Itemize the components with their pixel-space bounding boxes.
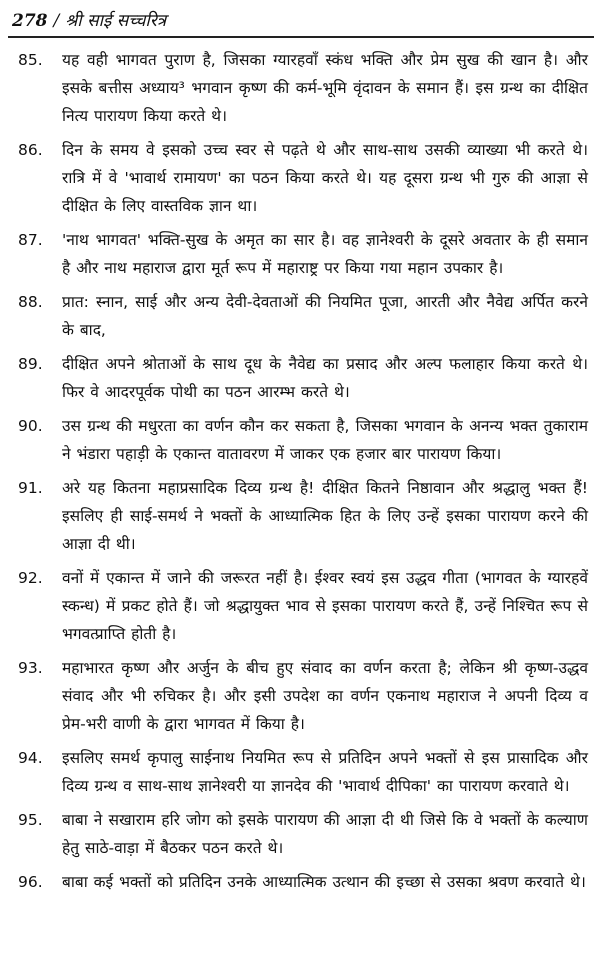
verse-number: 94. xyxy=(18,749,43,767)
verse-text: अरे यह कितना महाप्रसादिक दिव्य ग्रन्थ है! दीक्षित कितने निष्ठावान और श्रद्धालु भक्त हैं! इसलिए ही साई-समर्थ ने भक्तों के आध्यात्मिक हित के लिए उन्हें इसका पारायण करने की आज्ञा दी थी। xyxy=(62,479,588,553)
verse-number: 87. xyxy=(18,231,43,249)
header-separator: / xyxy=(53,11,60,31)
page-number: 278 xyxy=(12,11,48,31)
verse-92 xyxy=(0,564,600,648)
verse-text: महाभारत कृष्ण और अर्जुन के बीच हुए संवाद का वर्णन करता है; लेकिन श्री कृष्ण-उद्धव संवाद और भी रुचिकर है। और इसी उपदेश का वर्णन एकनाथ महाराज ने अपनी दिव्य व प्रेम-भरी वाणी के द्वारा भागवत में किया है। xyxy=(62,659,588,733)
verse-number: 88. xyxy=(18,293,43,311)
verse-number: 86. xyxy=(18,141,43,159)
verse-90 xyxy=(0,412,600,468)
verse-text: दिन के समय वे इसको उच्च स्वर से पढ़ते थे और साथ-साथ उसकी व्याख्या भी करते थे। रात्रि में वे 'भावार्थ रामायण' का पठन किया करते थे। यह दूसरा ग्रन्थ भी गुरु की आज्ञा से दीक्षित के लिए वास्तविक ज्ञान था। xyxy=(62,141,588,215)
verse-93 xyxy=(0,654,600,738)
verse-text: बाबा ने सखाराम हरि जोग को इसके पारायण की आज्ञा दी थी जिसे कि वे भक्तों के कल्याण हेतु साठे-वाड़ा में बैठकर पठन करते थे। xyxy=(62,811,588,857)
book-title: श्री साई सच्चरित्र xyxy=(65,11,167,31)
verse-text: प्रात: स्नान, साई और अन्य देवी-देवताओं की नियमित पूजा, आरती और नैवेद्य अर्पित करने के बाद, xyxy=(62,293,588,339)
verse-text: इसलिए समर्थ कृपालु साईनाथ नियमित रूप से प्रतिदिन अपने भक्तों से इस प्रासादिक और दिव्य ग्रन्थ व साथ-साथ ज्ञानेश्वरी या ज्ञानदेव की 'भावार्थ दीपिका' का पारायण करवाते थे। xyxy=(62,749,588,795)
verse-number: 91. xyxy=(18,479,43,497)
verse-89 xyxy=(0,350,600,406)
verse-85 xyxy=(0,46,600,130)
verse-94 xyxy=(0,744,600,800)
verse-text: बाबा कई भक्तों को प्रतिदिन उनके आध्यात्मिक उत्थान की इच्छा से उसका श्रवण करवाते थे। xyxy=(62,873,586,891)
verse-88 xyxy=(0,288,600,344)
verse-text: उस ग्रन्थ की मधुरता का वर्णन कौन कर सकता है, जिसका भगवान के अनन्य भक्त तुकाराम ने भंडारा पहाड़ी के एकान्त वातावरण में जाकर एक हजार बार पारायण किया। xyxy=(62,417,588,463)
verse-number: 90. xyxy=(18,417,43,435)
verse-number: 96. xyxy=(18,873,43,891)
verse-86 xyxy=(0,136,600,220)
verse-87 xyxy=(0,226,600,282)
verse-number: 92. xyxy=(18,569,43,587)
header-rule xyxy=(8,36,594,38)
verse-text: दीक्षित अपने श्रोताओं के साथ दूध के नैवेद्य का प्रसाद और अल्प फलाहार किया करते थे। फिर वे आदरपूर्वक पोथी का पठन आरम्भ करते थे। xyxy=(62,355,588,401)
verse-text: यह वही भागवत पुराण है, जिसका ग्यारहवाँ स्कंध भक्ति और प्रेम सुख की खान है। और इसके बत्तीस अध्याय³ भगवान कृष्ण की कर्म-भूमि वृंदावन के समान हैं। इस ग्रन्थ का दीक्षित नित्य पारायण किया करते थे। xyxy=(62,51,588,125)
verse-96 xyxy=(0,868,600,896)
verse-number: 89. xyxy=(18,355,43,373)
verse-number: 93. xyxy=(18,659,43,677)
verse-text: 'नाथ भागवत' भक्ति-सुख के अमृत का सार है। वह ज्ञानेश्वरी के दूसरे अवतार के ही समान है और नाथ महाराज द्वारा मूर्त रूप में महाराष्ट्र पर किया गया महान उपकार है। xyxy=(62,231,588,277)
verse-list xyxy=(0,46,600,902)
verse-95 xyxy=(0,806,600,862)
verse-91 xyxy=(0,474,600,558)
running-head xyxy=(12,8,592,34)
verse-number: 85. xyxy=(18,51,43,69)
verse-number: 95. xyxy=(18,811,43,829)
verse-text: वनों में एकान्त में जाने की जरूरत नहीं है। ईश्वर स्वयं इस उद्धव गीता (भागवत के ग्यारहवें स्कन्ध) में प्रकट होते हैं। जो श्रद्धायुक्त भाव से इसका पारायण करते हैं, उन्हें निश्चित रूप से भगवत्प्राप्ति होती है। xyxy=(62,569,588,643)
